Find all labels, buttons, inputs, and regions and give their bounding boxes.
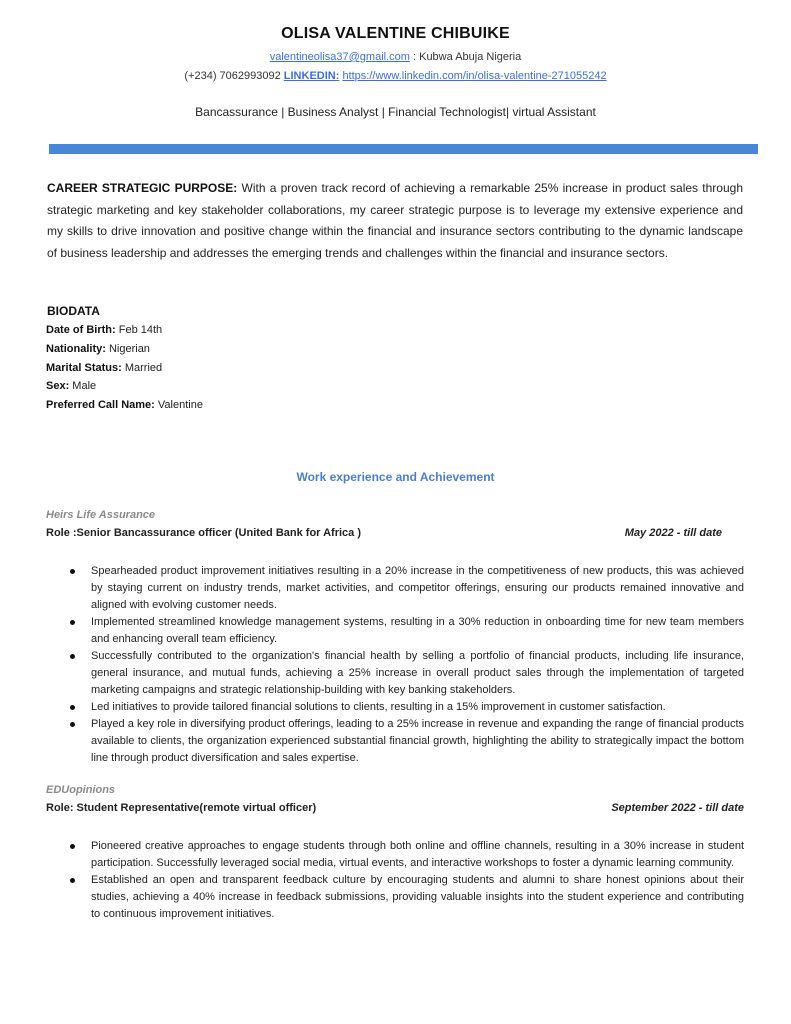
bio-label: Marital Status: [46, 362, 122, 374]
achievement-text: Spearheaded product improvement initiatives resulting in a 20% increase in the competitiveness of new products, this was achieved by staying current on industry trends, market activities, and competitor offerings, ensuring our products remained innovative and aligned with evolving customer needs. [91, 565, 744, 611]
email-link[interactable]: valentineolisa37@gmail.com [269, 51, 410, 63]
achievement-text: Led initiatives to provide tailored financial solutions to clients, resulting in a 15% improvement in customer satisfaction. [91, 701, 666, 713]
professional-roles: Bancassurance | Business Analyst | Financial Technologist| virtual Assistant [195, 105, 596, 119]
phone-text: (+234) 7062993092 [184, 70, 284, 82]
biodata-heading: BIODATA [47, 304, 100, 318]
job-date: May 2022 - till date [624, 527, 722, 539]
bullet-icon [70, 654, 75, 659]
bio-nationality [46, 343, 150, 355]
career-purpose-text: With a proven track record of achieving a remarkable 25% increase in product sales through strategic marketing and key stakeholder collaborations, my career strategic purpose is to leverage my extensive experience and my skills to drive innovation and positive change within the financial and insurance sectors contributing to the dynamic landscape of business leadership and addresses the emerging trends and challenges within the financial and insurance sectors. [47, 181, 743, 260]
candidate-name: OLISA VALENTINE CHIBUIKE [281, 25, 510, 42]
list-item [70, 716, 744, 767]
achievement-text: Pioneered creative approaches to engage students through both online and offline channels, resulting in a 30% increase in student participation. Successfully leveraged social media, virtual events, and interactive workshops to foster a dynamic learning community. [91, 840, 744, 869]
bio-preferred-name [46, 399, 203, 411]
list-item [70, 838, 744, 872]
bullet-icon [70, 620, 75, 625]
career-purpose-label: CAREER STRATEGIC PURPOSE: [47, 181, 238, 195]
achievement-text: Implemented streamlined knowledge management systems, resulting in a 30% reduction in onboarding time for new team members and enhancing overall team efficiency. [91, 616, 744, 645]
contact-line-phone [0, 70, 791, 82]
achievement-text: Successfully contributed to the organization's financial health by selling a portfolio of financial products, including life insurance, general insurance, and mutual funds, achieving a 25% increase in overall product sales through the implementation of targeted marketing campaigns and strategic relationship-building with key banking stakeholders. [91, 650, 744, 696]
bio-value: Feb 14th [115, 324, 163, 336]
achievement-text: Played a key role in diversifying product offerings, leading to a 25% increase in revenue and expanding the range of financial products available to clients, the organization experienced substantial financial growth, highlighting the ability to strategically impact the bottom line through product diversification and sales expertise. [91, 718, 744, 764]
list-item [70, 872, 744, 923]
job-role: Role :Senior Bancassurance officer (United Bank for Africa ) [46, 527, 361, 539]
bullet-icon [70, 705, 75, 710]
job-role: Role: Student Representative(remote virtual officer) [46, 802, 317, 814]
bullet-icon [70, 844, 75, 849]
list-item [70, 648, 744, 699]
list-item [70, 614, 744, 648]
bio-value: Male [69, 380, 97, 392]
bio-label: Nationality: [46, 343, 106, 355]
linkedin-link[interactable]: https://www.linkedin.com/in/olisa-valentine-271055242 [342, 70, 607, 82]
linkedin-label: LINKEDIN: [283, 70, 340, 82]
job-date: September 2022 - till date [611, 802, 744, 814]
job-company: EDUopinions [46, 784, 116, 796]
achievement-text: Established an open and transparent feedback culture by encouraging students and alumni to share honest opinions about their studies, achieving a 40% increase in feedback submissions, providing valuable insights into the student experience and contributing to continuous improvement initiatives. [91, 874, 744, 920]
bullet-icon [70, 569, 75, 574]
career-purpose [47, 178, 743, 264]
job-company: Heirs Life Assurance [46, 509, 156, 521]
header-divider [49, 144, 758, 154]
list-item [70, 699, 744, 716]
job-achievements [70, 563, 744, 767]
bio-label: Date of Birth: [46, 324, 116, 336]
bio-date-of-birth [46, 324, 162, 336]
bullet-icon [70, 722, 75, 727]
bio-value: Valentine [154, 399, 203, 411]
contact-line-email [0, 51, 791, 63]
bio-sex [46, 380, 96, 392]
work-experience-heading: Work experience and Achievement [296, 470, 495, 484]
bio-label: Sex: [46, 380, 70, 392]
job-achievements [70, 838, 744, 923]
list-item [70, 563, 744, 614]
bio-value: Nigerian [105, 343, 150, 355]
bio-marital-status [46, 362, 162, 374]
bio-label: Preferred Call Name: [46, 399, 155, 411]
location-text: : Kubwa Abuja Nigeria [409, 51, 522, 63]
bio-value: Married [121, 362, 163, 374]
bullet-icon [70, 878, 75, 883]
